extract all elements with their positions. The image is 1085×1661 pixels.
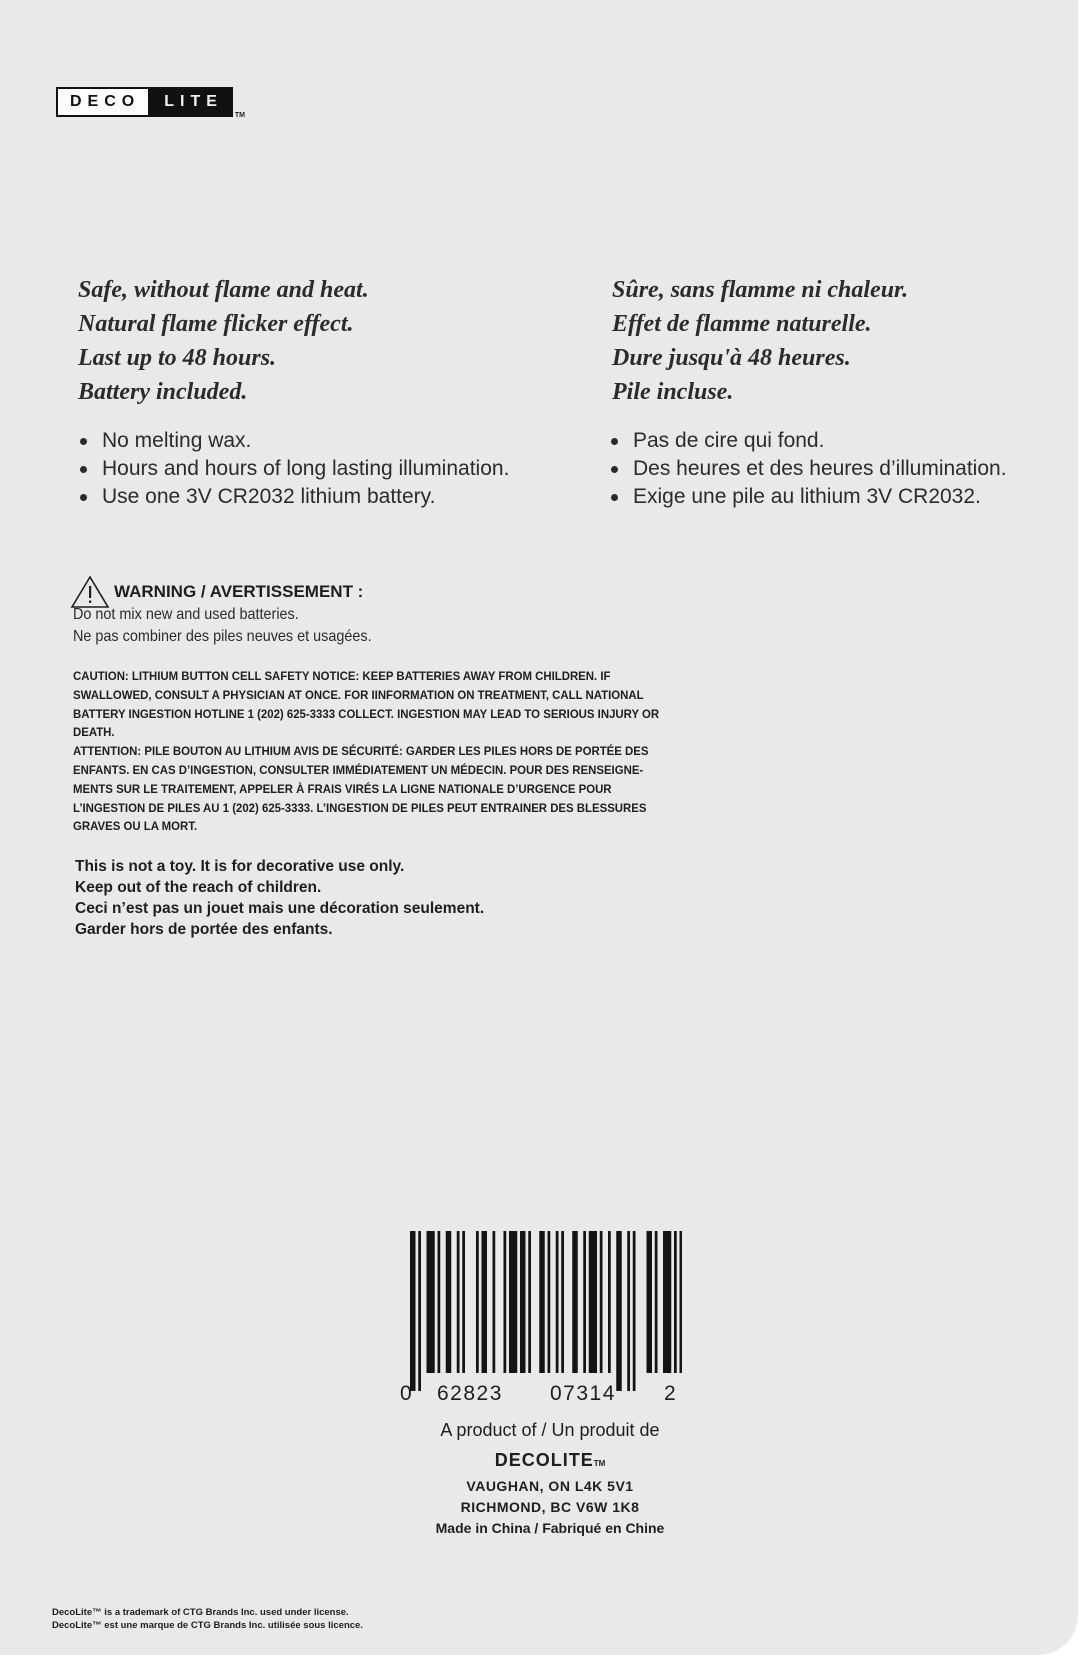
- barcode-bar: [418, 1231, 421, 1391]
- barcode-bar: [493, 1231, 496, 1373]
- barcode-bar: [427, 1231, 435, 1373]
- caution-line: MENTS SUR LE TRAITEMENT, APPELER À FRAIS VIRÉS LA LIGNE NATIONALE D’URGENCE POUR: [73, 781, 612, 796]
- toy-notice: [75, 856, 484, 940]
- barcode-bar: [655, 1231, 658, 1373]
- barcode-bar: [504, 1231, 507, 1373]
- barcode-bar: [633, 1231, 636, 1391]
- barcode-bar: [476, 1231, 479, 1373]
- caution-line: L’INGESTION DE PILES AU 1 (202) 625-3333. L’INGESTION DE PILES PEUT ENTRAINER DES BLESSURES: [73, 800, 647, 815]
- address-richmond: RICHMOND, BC V6W 1K8: [460, 1499, 640, 1515]
- barcode-bar: [572, 1231, 578, 1373]
- caution-line: ATTENTION: PILE BOUTON AU LITHIUM AVIS DE SÉCURITÉ: GARDER LES PILES HORS DE PORTÉE DES: [73, 744, 649, 759]
- caution-line: GRAVES OU LA MORT.: [73, 819, 198, 834]
- caution-line: SWALLOWED, CONSULT A PHYSICIAN AT ONCE. FOR IINFORMATION ON TREATMENT, CALL NATIONAL: [73, 687, 644, 702]
- upc-barcode: [410, 1231, 682, 1396]
- warning-line-english: Do not mix new and used batteries.: [73, 606, 299, 623]
- logo-lite: LITE: [150, 87, 233, 117]
- caution-line: DEATH.: [73, 725, 115, 740]
- toy-line: Ceci n’est pas un jouet mais une décoration seulement.: [75, 900, 485, 917]
- feature-item: Exige une pile au lithium 3V CR2032.: [609, 483, 1007, 511]
- tagline: Natural flame flicker effect.: [78, 311, 354, 337]
- trademark-line-english: DecoLite™ is a trademark of CTG Brands Inc. used under license.: [52, 1607, 349, 1618]
- tagline: Safe, without flame and heat.: [78, 277, 369, 303]
- barcode-bar: [482, 1231, 488, 1373]
- caution-line: CAUTION: LITHIUM BUTTON CELL SAFETY NOTICE: KEEP BATTERIES AWAY FROM CHILDREN. IF: [73, 669, 611, 683]
- feature-item: Des heures et des heures d’illumination.: [609, 455, 1007, 483]
- barcode-digit-last: 2: [664, 1382, 678, 1405]
- barcode-group-right: 07314: [550, 1382, 616, 1405]
- barcode-bar: [583, 1231, 586, 1373]
- barcode-bar: [674, 1231, 677, 1373]
- caution-notice: [73, 667, 699, 836]
- features-english: [78, 427, 509, 511]
- tagline: Effet de flamme naturelle.: [612, 311, 872, 337]
- feature-item: Pas de cire qui fond.: [609, 427, 1007, 455]
- barcode-bar: [462, 1231, 465, 1373]
- brand-name: DECOLITE: [494, 1450, 594, 1470]
- barcode-bar: [457, 1231, 460, 1373]
- barcode-bar: [528, 1231, 531, 1373]
- decolite-logo: [56, 87, 245, 117]
- barcode-group-left: 62823: [437, 1382, 503, 1405]
- feature-item: Use one 3V CR2032 lithium battery.: [78, 483, 509, 511]
- toy-line: This is not a toy. It is for decorative use only.: [75, 858, 405, 875]
- warning-heading: [70, 575, 363, 609]
- logo-tm: TM: [234, 111, 246, 119]
- logo-deco: DECO: [56, 87, 150, 117]
- barcode-bar: [561, 1231, 564, 1373]
- barcode-bars: [410, 1231, 682, 1391]
- barcode-bar: [600, 1231, 603, 1373]
- toy-line: Keep out of the reach of children.: [75, 879, 322, 896]
- barcode-bar: [627, 1231, 630, 1391]
- warning-line-french: Ne pas combiner des piles neuves et usagées.: [73, 628, 372, 645]
- tagline: Dure jusqu'à 48 heures.: [612, 345, 851, 371]
- barcode-bar: [520, 1231, 526, 1373]
- barcode-bar: [509, 1231, 517, 1373]
- barcode-bar: [589, 1231, 597, 1373]
- address-vaughan: VAUGHAN, ON L4K 5V1: [466, 1478, 634, 1494]
- barcode-bar: [410, 1231, 416, 1391]
- barcode-bar: [647, 1231, 653, 1373]
- barcode-bar: [616, 1231, 622, 1391]
- brand-tm: TM: [593, 1459, 606, 1468]
- warning-triangle-icon: [70, 575, 110, 609]
- feature-item: Hours and hours of long lasting illumination.: [78, 455, 509, 483]
- product-of-line: A product of / Un produit de: [440, 1420, 660, 1440]
- barcode-bar: [539, 1231, 545, 1373]
- barcode-bar: [556, 1231, 559, 1373]
- tagline: Battery included.: [78, 379, 248, 405]
- feature-item: No melting wax.: [78, 427, 509, 455]
- barcode-bar: [680, 1231, 683, 1373]
- made-in-line: Made in China / Fabriqué en Chine: [435, 1520, 665, 1536]
- caution-line: ENFANTS. EN CAS D’INGESTION, CONSULTER IMMÉDIATEMENT UN MÉDECIN. POUR DES RENSEIGNE-: [73, 762, 644, 777]
- features-french: [609, 427, 1007, 511]
- trademark-notice: [52, 1606, 363, 1632]
- toy-line: Garder hors de portée des enfants.: [75, 921, 333, 938]
- barcode-bar: [548, 1231, 551, 1373]
- product-brand: [380, 1450, 720, 1471]
- barcode-digit-first: 0: [400, 1382, 414, 1405]
- tagline: Last up to 48 hours.: [78, 345, 277, 371]
- tagline: Pile incluse.: [612, 379, 734, 405]
- barcode-bar: [663, 1231, 671, 1373]
- caution-line: BATTERY INGESTION HOTLINE 1 (202) 625-3333 COLLECT. INGESTION MAY LEAD TO SERIOUS INJURY OR: [73, 706, 660, 721]
- trademark-line-french: DecoLite™ est une marque de CTG Brands Inc. utilisée sous licence.: [52, 1620, 363, 1631]
- tagline: Sûre, sans flamme ni chaleur.: [612, 277, 909, 303]
- barcode-bar: [608, 1231, 611, 1373]
- barcode-bar: [438, 1231, 441, 1373]
- taglines-english: [78, 273, 369, 409]
- barcode-bar: [446, 1231, 452, 1373]
- warning-title: WARNING / AVERTISSEMENT :: [114, 582, 364, 601]
- taglines-french: [612, 273, 908, 409]
